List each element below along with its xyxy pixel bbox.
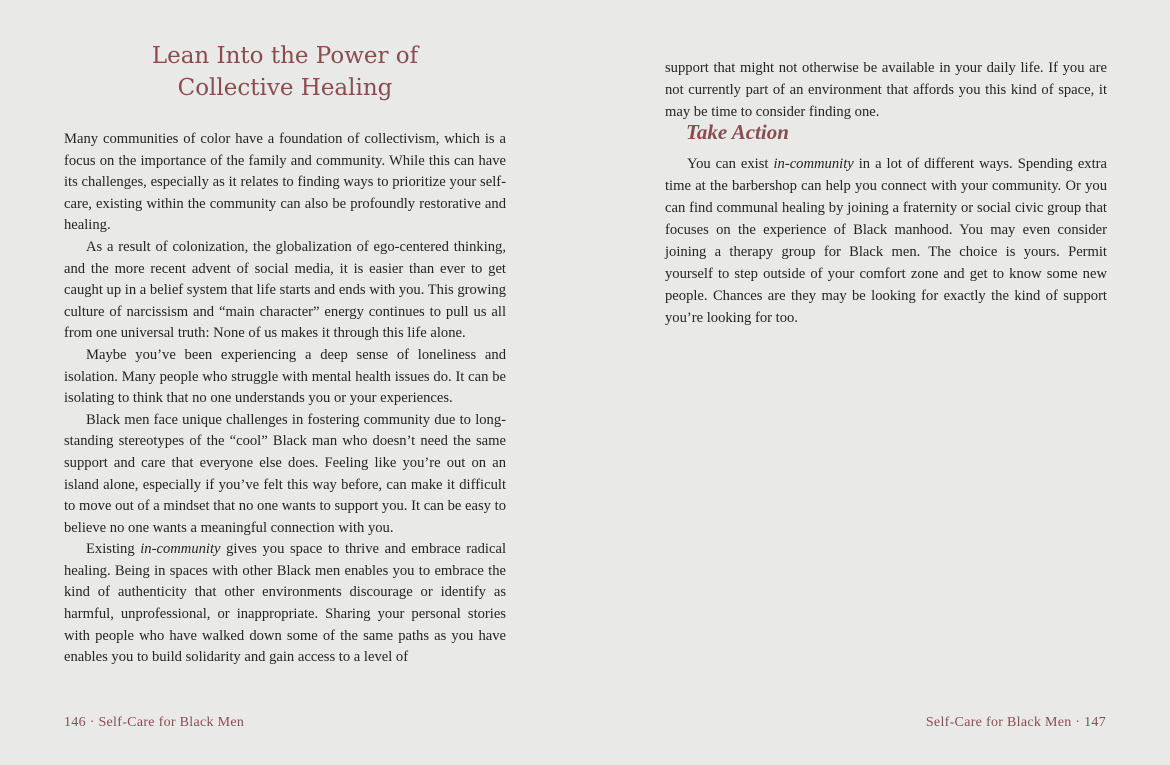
paragraph-2: As a result of colonization, the globalization of ego-centered thinking, and the more recent advent of social media, it is easier than ever to get caught up in a belief system that life starts and ends with you. This growing culture of narcissism and “main character” energy continues to pull us all from one universal truth: None of us makes it through this life alone. [64, 238, 506, 342]
take-action-body [665, 153, 1107, 329]
chapter-title-line-1: Lean Into the Power of [151, 43, 419, 69]
paragraph-5-emphasis: in-community [140, 541, 221, 558]
paragraph-4: Black men face unique challenges in fostering community due to long-standing stereotypes of the “cool” Black man who doesn’t need the same support and care that everyone else does. Feeling like you’re out on an island alone, especially if you’ve felt this way before, can make it difficult to move out of a mindset that no one wants to support you. It can be easy to believe no one wants a meaningful connection with you. [64, 411, 506, 536]
continuation-paragraph: support that might not otherwise be available in your daily life. If you are not currently part of an environment that affords you this kind of space, it may be time to consider finding one. [665, 59, 1107, 120]
take-action-post: in a lot of different ways. Spending extra time at the barbershop can help you connect with your community. Or you can find communal healing by joining a fraternity or social civic group that focuses on the experience of Black manhood. You may even consider joining a therapy group for Black men. The choice is yours. Permit yourself to step outside of your comfort zone and get to know some new people. Chances are they may be looking for exactly the kind of support you’re looking for too. [665, 156, 1107, 326]
take-action-paragraph [665, 153, 1107, 329]
left-page-footer: 146 · Self-Care for Black Men [64, 715, 245, 730]
left-body-text [64, 129, 506, 669]
take-action-pre: You can exist [687, 156, 774, 172]
paragraph-5-pre: Existing [86, 541, 141, 558]
chapter-title [64, 40, 506, 104]
right-page-footer: Self-Care for Black Men · 147 [925, 715, 1106, 730]
paragraph-5-post: gives you space to thrive and embrace radical healing. Being in spaces with other Black men enables you to embrace the kind of authenticity that other environments discourage or identify as harmful, unprofessional, or inappropriate. Sharing your personal stories with people who have walked down some of the same paths as you have enables you to build solidarity and gain access to a level of [64, 541, 506, 666]
chapter-title-line-2: Collective Healing [177, 75, 393, 101]
paragraph-3: Maybe you’ve been experiencing a deep sense of loneliness and isolation. Many people who struggle with mental health issues do. It can be isolating to think that no one understands you or your experiences. [64, 346, 506, 407]
section-heading-take-action: Take Action [686, 120, 789, 144]
paragraph-1: Many communities of color have a foundation of collectivism, which is a focus on the importance of the family and community. While this can have its challenges, especially as it relates to finding ways to prioritize your self-care, existing within the community can also be profoundly restorative and healing. [64, 131, 506, 234]
take-action-emphasis: in-community [773, 156, 854, 172]
paragraph-5 [64, 539, 506, 669]
